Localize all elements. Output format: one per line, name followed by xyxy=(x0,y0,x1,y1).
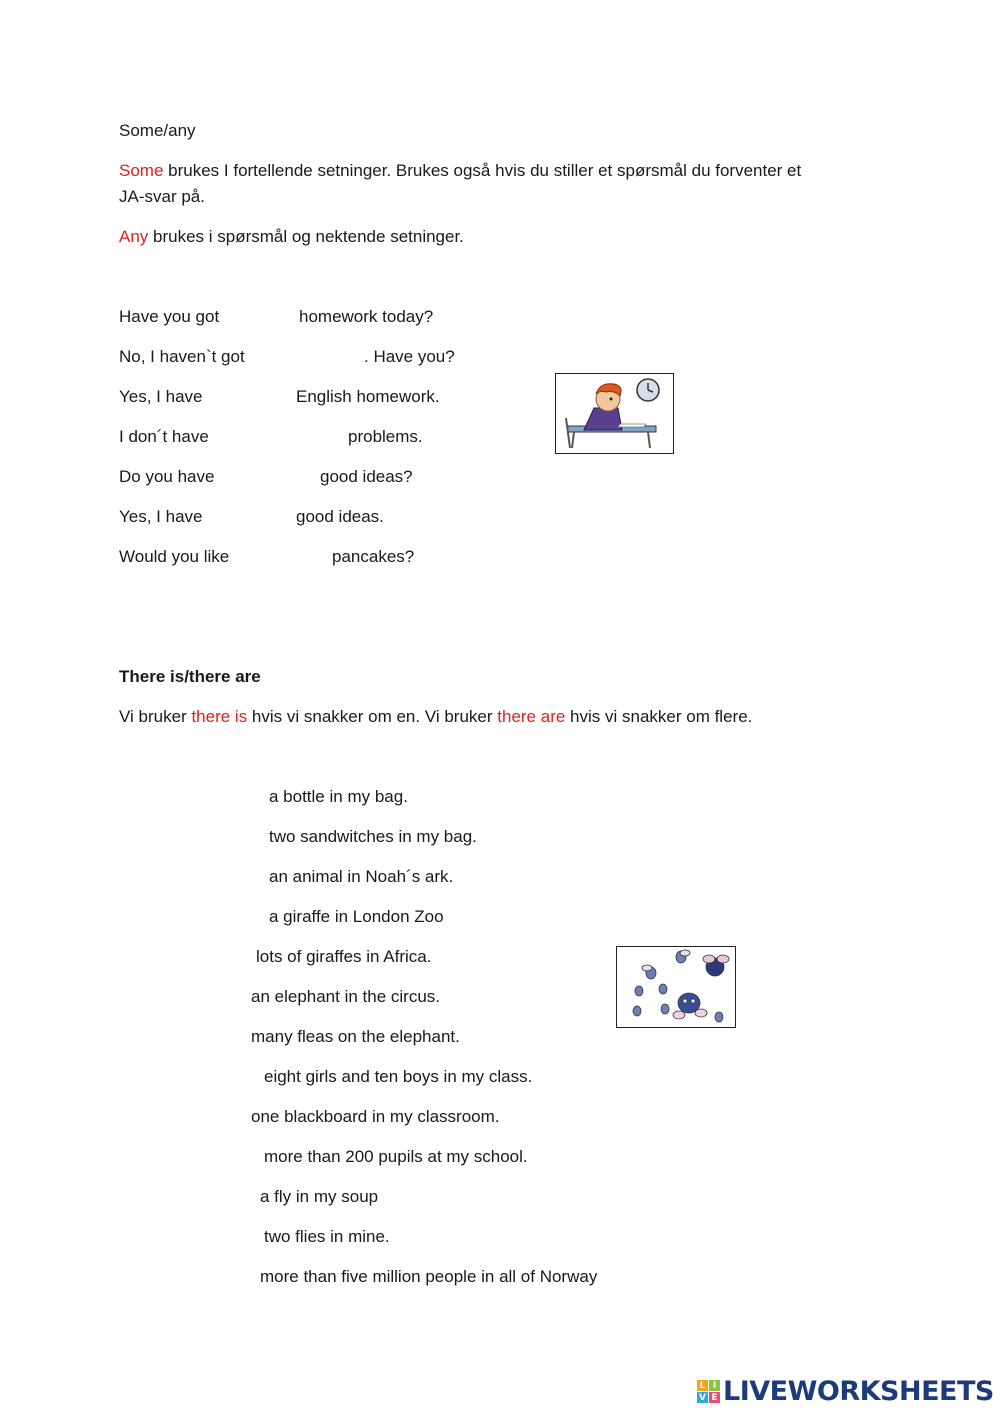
exercise1-before: Do you have xyxy=(119,467,215,486)
list-item: two flies in mine. xyxy=(264,1227,390,1246)
homework-boy-image xyxy=(555,373,674,454)
rule-any xyxy=(119,227,464,247)
logo-mark-letter: E xyxy=(709,1392,720,1403)
list-item: many fleas on the elephant. xyxy=(251,1027,460,1046)
logo-mark-letter: I xyxy=(709,1380,720,1391)
list-item: more than 200 pupils at my school. xyxy=(264,1147,528,1166)
liveworksheets-logo xyxy=(697,1376,994,1407)
rule-there xyxy=(119,707,752,727)
rule-any-text: brukes i spørsmål og nektende setninger. xyxy=(148,227,464,246)
exercise1-before: I don´t have xyxy=(119,427,209,446)
list-item: two sandwitches in my bag. xyxy=(269,827,477,846)
flies-image xyxy=(616,946,736,1028)
exercise1-before: Have you got xyxy=(119,307,220,326)
rule-some-line2: JA-svar på. xyxy=(119,187,205,206)
list-item: a giraffe in London Zoo xyxy=(269,907,444,926)
rule-there-part3: hvis vi snakker om flere. xyxy=(565,707,753,726)
list-item: a fly in my soup xyxy=(260,1187,379,1206)
rule-some-text: brukes I fortellende setninger. Brukes også hvis du stiller et spørsmål du forventer et xyxy=(163,161,802,180)
keyword-some: Some xyxy=(119,161,164,180)
exercise1-after: problems. xyxy=(348,427,423,446)
list-item: eight girls and ten boys in my class. xyxy=(264,1067,533,1086)
page-title: Some/any xyxy=(119,121,196,140)
logo-mark-icon xyxy=(697,1380,720,1403)
exercise1-after: pancakes? xyxy=(332,547,415,566)
list-item: one blackboard in my classroom. xyxy=(251,1107,500,1126)
logo-mark-letter: L xyxy=(697,1380,708,1391)
list-item: a bottle in my bag. xyxy=(269,787,408,806)
logo-mark-letter: V xyxy=(697,1392,708,1403)
exercise1-after: . Have you? xyxy=(364,347,455,366)
rule-there-part1: Vi bruker xyxy=(119,707,192,726)
logo-wordmark: LIVEWORKSHEETS xyxy=(723,1376,994,1407)
exercise1-after: good ideas? xyxy=(320,467,413,486)
list-item: an animal in Noah´s ark. xyxy=(269,867,454,886)
rule-there-part2: hvis vi snakker om en. Vi bruker xyxy=(247,707,498,726)
exercise1-after: homework today? xyxy=(299,307,434,326)
rule-some xyxy=(119,161,801,181)
exercise1-before: No, I haven`t got xyxy=(119,347,245,366)
exercise1-before: Yes, I have xyxy=(119,507,203,526)
exercise1-before: Would you like xyxy=(119,547,230,566)
exercise1-before: Yes, I have xyxy=(119,387,203,406)
keyword-there-are: there are xyxy=(497,707,566,726)
list-item: an elephant in the circus. xyxy=(251,987,441,1006)
list-item: lots of giraffes in Africa. xyxy=(256,947,432,966)
list-item: more than five million people in all of Norway xyxy=(260,1267,598,1286)
boy-at-desk-illustration xyxy=(556,374,673,453)
section-heading: There is/there are xyxy=(119,667,261,686)
keyword-there-is: there is xyxy=(191,707,248,726)
keyword-any: Any xyxy=(119,227,149,246)
flies-illustration xyxy=(617,947,735,1027)
exercise1-after: English homework. xyxy=(296,387,440,406)
exercise1-after: good ideas. xyxy=(296,507,384,526)
